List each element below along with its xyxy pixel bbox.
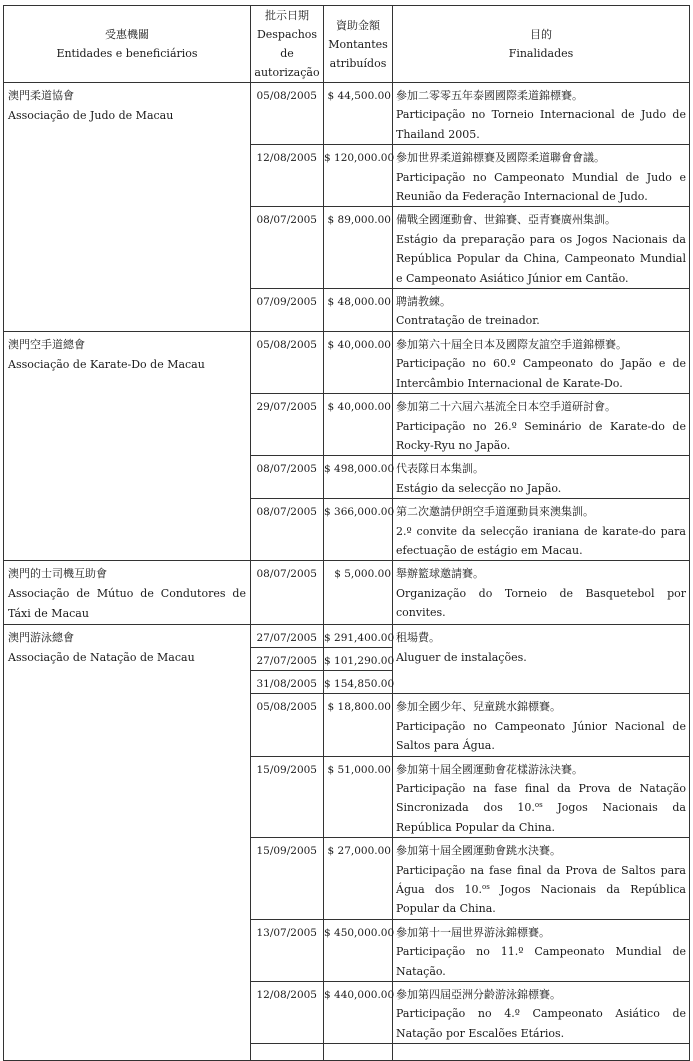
purpose-cell: 參加第四屆亞洲分齡游泳錦標賽。 Participação no 4.º Campeonato Asiático de Natação por Escalões Etários. — [393, 982, 690, 1044]
amount-cell: $ 40,000.00 — [324, 394, 393, 456]
purpose-cell: 備戰全國運動會、世錦賽、亞青賽廣州集訓。 Estágio da preparação para os Jogos Nacionais da República Popular da China, Campeonato Mundial e Campeonato Asiático Júnior em Cantão. — [393, 207, 690, 289]
purpose-cell — [393, 1044, 690, 1061]
amount-cell: $ 450,000.00 — [324, 919, 393, 981]
purpose-cell: 聘請教練。 Contratação de treinador. — [393, 289, 690, 332]
purpose-cell: 參加世界柔道錦標賽及國際柔道聯會會議。 Participação no Campeonato Mundial de Judo e Reunião da Federação Internacional de Judo. — [393, 145, 690, 207]
amount-cell: $ 27,000.00 — [324, 838, 393, 920]
amount-cell: $ 101,290.00 — [324, 648, 393, 671]
date-cell: 08/07/2005 — [251, 207, 324, 289]
date-cell: 27/07/2005 — [251, 648, 324, 671]
header-purpose: 目的 Finalidades — [393, 6, 690, 83]
purpose-cell: 租場費。 Aluguer de instalações. — [393, 625, 690, 694]
amount-cell: $ 48,000.00 — [324, 289, 393, 332]
date-cell: 15/09/2005 — [251, 838, 324, 920]
date-cell: 08/07/2005 — [251, 456, 324, 499]
date-cell: 29/07/2005 — [251, 394, 324, 456]
entity-cell: 澳門空手道總會 Associação de Karate-Do de Macau — [4, 331, 251, 560]
purpose-cell: 參加第二十六屆六基流全日本空手道研討會。 Participação no 26.º Seminário de Karate-do de Rocky-Ryu no Japão. — [393, 394, 690, 456]
amount-cell: $ 44,500.00 — [324, 83, 393, 145]
entity-cell: 澳門游泳總會 Associação de Natação de Macau — [4, 625, 251, 1061]
purpose-cell: 參加二零零五年泰國國際柔道錦標賽。 Participação no Torneio Internacional de Judo de Thailand 2005. — [393, 83, 690, 145]
header-entity: 受惠機關 Entidades e beneficiários — [4, 6, 251, 83]
purpose-cell: 第二次邀請伊朗空手道運動員來澳集訓。 2.º convite da selecção iraniana de karate-do para efectuação de estágio em Macau. — [393, 499, 690, 561]
date-cell: 12/08/2005 — [251, 982, 324, 1044]
table-row — [4, 83, 690, 145]
entity-cell: 澳門的士司機互助會 Associação de Mútuo de Condutores de Táxi de Macau — [4, 561, 251, 625]
table-header-row — [4, 6, 690, 83]
date-cell: 27/07/2005 — [251, 625, 324, 648]
date-cell: 07/09/2005 — [251, 289, 324, 332]
date-cell: 31/08/2005 — [251, 671, 324, 694]
date-cell — [251, 1044, 324, 1061]
purpose-cell: 代表隊日本集訓。 Estágio da selecção no Japão. — [393, 456, 690, 499]
amount-cell: $ 154,850.00 — [324, 671, 393, 694]
purpose-cell: 參加第十屆全國運動會跳水決賽。 Participação na fase final da Prova de Saltos para Água dos 10.$^{os}$ Jogos Nacionais da República Popular da China. — [393, 838, 690, 920]
amount-cell — [324, 1044, 393, 1061]
amount-cell: $ 366,000.00 — [324, 499, 393, 561]
header-amount: 資助金額 Montantes atribuídos — [324, 6, 393, 83]
purpose-cell: 參加第十一屆世界游泳錦標賽。 Participação no 11.º Campeonato Mundial de Natação. — [393, 919, 690, 981]
table-row — [4, 561, 690, 625]
date-cell: 13/07/2005 — [251, 919, 324, 981]
subsidy-table — [3, 5, 690, 1061]
purpose-cell: 舉辦籃球邀請賽。 Organização do Torneio de Basquetebol por convites. — [393, 561, 690, 625]
date-cell: 08/07/2005 — [251, 499, 324, 561]
amount-cell: $ 5,000.00 — [324, 561, 393, 625]
date-cell: 05/08/2005 — [251, 694, 324, 756]
date-cell: 15/09/2005 — [251, 756, 324, 838]
table-row — [4, 625, 690, 648]
amount-cell: $ 89,000.00 — [324, 207, 393, 289]
amount-cell: $ 18,800.00 — [324, 694, 393, 756]
amount-cell: $ 120,000.00 — [324, 145, 393, 207]
date-cell: 05/08/2005 — [251, 331, 324, 393]
amount-cell: $ 291,400.00 — [324, 625, 393, 648]
table-row — [4, 331, 690, 393]
entity-cell: 澳門柔道協會 Associação de Judo de Macau — [4, 83, 251, 332]
date-cell: 08/07/2005 — [251, 561, 324, 625]
amount-cell: $ 51,000.00 — [324, 756, 393, 838]
purpose-cell: 參加全國少年、兒童跳水錦標賽。 Participação no Campeonato Júnior Nacional de Saltos para Água. — [393, 694, 690, 756]
date-cell: 12/08/2005 — [251, 145, 324, 207]
amount-cell: $ 440,000.00 — [324, 982, 393, 1044]
amount-cell: $ 40,000.00 — [324, 331, 393, 393]
amount-cell: $ 498,000.00 — [324, 456, 393, 499]
header-date: 批示日期 Despachos de autorização — [251, 6, 324, 83]
purpose-cell: 參加第十屆全國運動會花樣游泳決賽。 Participação na fase final da Prova de Natação Sincronizada dos 10.$^{os}$ Jogos Nacionais da República Popular da China. — [393, 756, 690, 838]
purpose-cell: 參加第六十屆全日本及國際友誼空手道錦標賽。 Participação no 60.º Campeonato do Japão e de Intercâmbio Internacional de Karate-Do. — [393, 331, 690, 393]
date-cell: 05/08/2005 — [251, 83, 324, 145]
